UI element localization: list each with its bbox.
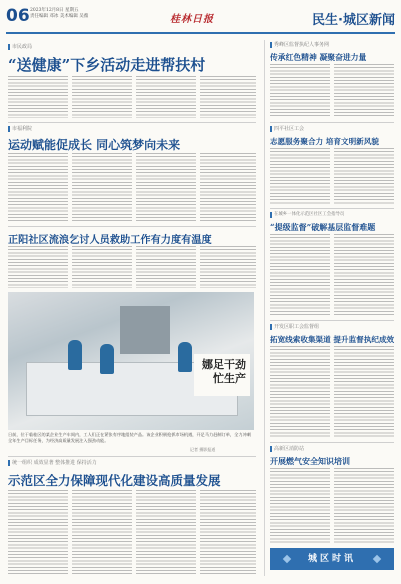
article-3-body: [8, 246, 68, 288]
masthead: [6, 6, 395, 34]
article-7-headline: 志愿服务聚合力 培育文明新风貌: [270, 137, 379, 146]
article-1-body: [136, 76, 196, 118]
article-9-body: [334, 346, 394, 438]
divider: [8, 456, 256, 457]
photo-worker: [178, 342, 192, 372]
article-8-body: [270, 234, 330, 316]
column-divider: [264, 40, 265, 576]
article-10-body: [334, 468, 394, 544]
article-7-body: [270, 148, 330, 204]
article-3-body: [72, 246, 132, 288]
footer-banner-text: 城区时讯: [307, 554, 356, 564]
footer-banner: [270, 548, 394, 570]
article-5-headline: 示范区全力保障现代化建设高质量发展: [8, 473, 221, 488]
article-5-body: [8, 490, 68, 576]
divider: [270, 320, 394, 321]
date-line: 2023年12月8日 星期五 责任编辑 邓冰 美术编辑 吴薇: [30, 8, 89, 19]
article-6-body: [334, 64, 394, 118]
article-1-body: [8, 76, 68, 118]
photo-overlay-text: 娜足干劲 忙生产: [202, 358, 246, 385]
article-1-label: 市民政局: [8, 44, 32, 50]
article-9-label: 开发区职工会监督组: [270, 324, 319, 330]
divider: [270, 122, 394, 123]
article-10-body: [270, 468, 330, 544]
article-1-headline: “送健康”下乡活动走进帮扶村: [8, 56, 206, 74]
diamond-icon: [283, 555, 291, 563]
divider: [8, 226, 256, 227]
photo-worker: [100, 344, 114, 374]
article-3-headline: 正阳社区流浪乞讨人员救助工作有力度有温度: [8, 234, 212, 246]
article-3-body: [136, 246, 196, 288]
article-1-body: [200, 76, 256, 118]
photo-caption: 日前，位于临桂区的某企业生产车间内，工人们正在紧张有序地组装产品。该企业积极抢抓市场机遇，开足马力赶制订单，全力冲刺全年生产目标任务，为经济高质量发展注入强劲动能。: [8, 432, 251, 443]
article-2-body: [72, 153, 132, 223]
article-2-body: [200, 153, 256, 223]
article-2-label: 市福利院: [8, 126, 32, 132]
article-6-headline: 传承红色精神 凝聚奋进力量: [270, 53, 367, 62]
article-5-body: [72, 490, 132, 576]
photo-worker: [68, 340, 82, 370]
article-9-headline: 拓宽线索收集渠道 提升监督执纪成效: [270, 335, 395, 344]
article-5-label: 统一组织 成效显著 整体推进 保持活力: [8, 460, 97, 466]
article-2-headline: 运动赋能促成长 同心筑梦向未来: [8, 138, 181, 152]
photo-machine: [120, 306, 170, 354]
article-1-body: [72, 76, 132, 118]
page-number: 06: [6, 6, 30, 26]
article-10-label: 高新区消防站: [270, 446, 304, 452]
divider: [270, 208, 394, 209]
article-10-headline: 开展燃气安全知识培训: [270, 456, 350, 466]
article-2-body: [136, 153, 196, 223]
article-7-body: [334, 148, 394, 204]
divider: [8, 122, 256, 123]
divider: [270, 442, 394, 443]
news-photo: [8, 292, 254, 430]
section-title: 民生·城区新闻: [312, 13, 395, 28]
paper-logo: 桂林日报: [170, 14, 214, 25]
article-9-body: [270, 346, 330, 438]
article-6-body: [270, 64, 330, 118]
article-7-label: 四平社区工会: [270, 126, 304, 132]
diamond-icon: [373, 555, 381, 563]
article-6-label: 秀峰区监督执纪人事务网: [270, 42, 329, 48]
article-5-body: [136, 490, 196, 576]
article-3-body: [200, 246, 256, 288]
article-8-body: [334, 234, 394, 316]
article-5-body: [200, 490, 256, 576]
article-8-headline: “提级监督”破解基层监督难题: [270, 222, 376, 232]
photo-credit: 记者 摄影报道: [190, 447, 216, 452]
article-2-body: [8, 153, 68, 223]
article-8-label: 在城乡一体化示范区社区工会指导员: [270, 212, 344, 218]
